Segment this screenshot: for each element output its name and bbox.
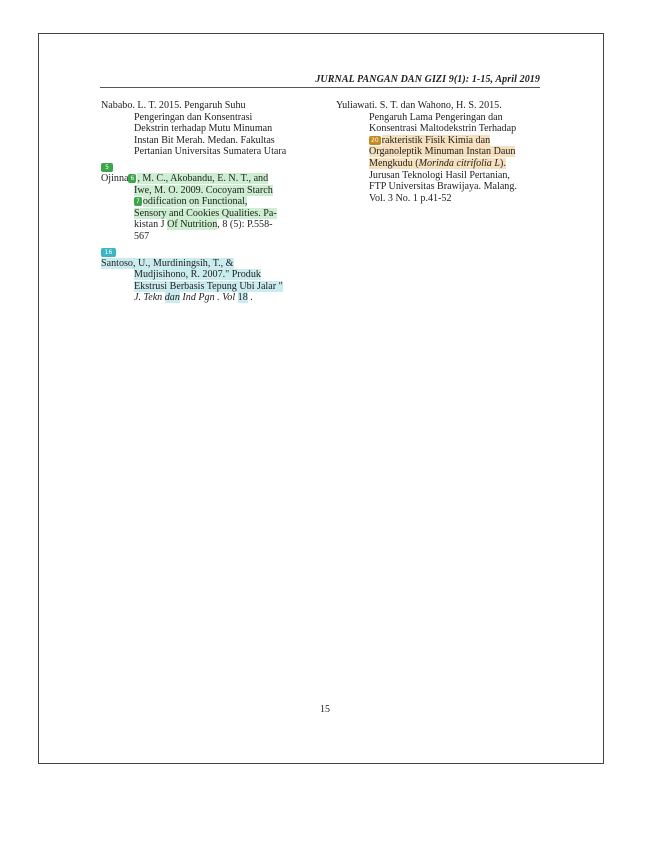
journal-name: J. Tekn [134,292,165,304]
reference-word: Konsentrasi [204,111,253,123]
highlighted-text: rakteristik Fisik Kimia dan [381,134,491,146]
reference-nababo [101,100,306,158]
highlighted-text: dan [164,292,180,304]
highlighted-text: 18 [237,292,248,304]
highlighted-text: Santoso, U., Murdiningsih, T., & [101,257,234,269]
reference-line [101,258,306,270]
reference-line [101,292,306,304]
annotation-tag-16[interactable]: 16 [101,248,116,257]
reference-line [101,112,306,124]
annotation-tag-6[interactable]: 6 [130,175,135,183]
reference-line: Instan Bit Merah. Medan. Fakultas [134,134,275,146]
reference-santoso [101,258,306,304]
reference-line: Pertanian Universitas Sumatera Utara [134,146,287,158]
reference-line [101,269,306,281]
reference-line [101,208,306,220]
annotation-tag-20[interactable]: 20 [371,136,379,144]
highlighted-text: Sensory and Cookies Qualities. Pa- [134,207,277,219]
highlighted-text: Ekstrusi Berbasis Tepung Ubi Jalar " [134,280,283,292]
reference-line [336,135,541,147]
reference-line: Konsentrasi Maltodekstrin Terhadap [369,123,517,135]
highlighted-text: , M. C., Akobandu, E. N. T., and [137,172,269,184]
reference-line: FTP Universitas Brawijaya. Malang. [369,181,517,193]
annotation-tag-5[interactable]: 5 [101,163,113,172]
highlighted-text: Of Nutrition [167,219,218,231]
highlighted-text: Mudjisihono, R. 2007." Produk [134,269,261,281]
reference-line [336,158,541,170]
reference-line [101,196,306,208]
reference-word: dan [187,111,202,123]
reference-line: Dekstrin terhadap Mutu Minuman [134,123,273,135]
reference-line [336,146,541,158]
reference-line [101,173,306,185]
reference-line: Vol. 3 No. 1 p.41-52 [369,192,452,204]
reference-line: Pengaruh Lama Pengeringan dan [369,111,503,123]
highlighted-text: Mengkudu ( [369,157,419,169]
reference-text: , 8 (5): P.558- [217,219,273,231]
reference-text: . [247,292,253,304]
reference-line [101,219,306,231]
reference-line [101,185,306,197]
journal-name: Ind Pgn . Vol [179,292,238,304]
left-column [101,100,306,304]
highlighted-text: Iwe, M. O. 2009. Cocoyam Starch [134,184,273,196]
highlighted-text: Morinda citrifolia L [418,157,500,169]
reference-ojinna [101,173,306,243]
highlighted-text: ). [499,157,506,169]
journal-header: JURNAL PANGAN DAN GIZI 9(1): 1-15, April 2019 [315,74,540,85]
reference-yuliawati [336,100,541,204]
right-column [336,100,541,204]
reference-text: kistan J [134,219,168,231]
reference-line [101,281,306,293]
reference-line: 567 [134,230,150,242]
author-name: Ojinna [101,172,129,184]
reference-line: Jurusan Teknologi Hasil Pertanian, [369,169,510,181]
highlighted-text: odification on Functional, [142,196,248,208]
reference-word: Pengeringan [134,111,185,123]
page-number: 15 [320,704,330,715]
reference-line: Yuliawati. S. T. dan Wahono, H. S. 2015. [336,100,502,111]
reference-line: Nababo. L. T. 2015. Pengaruh Suhu [101,100,246,111]
header-rule [100,87,540,88]
annotation-tag-7[interactable]: 7 [136,198,140,206]
highlighted-text: Organoleptik Minuman Instan Daun [369,146,516,158]
